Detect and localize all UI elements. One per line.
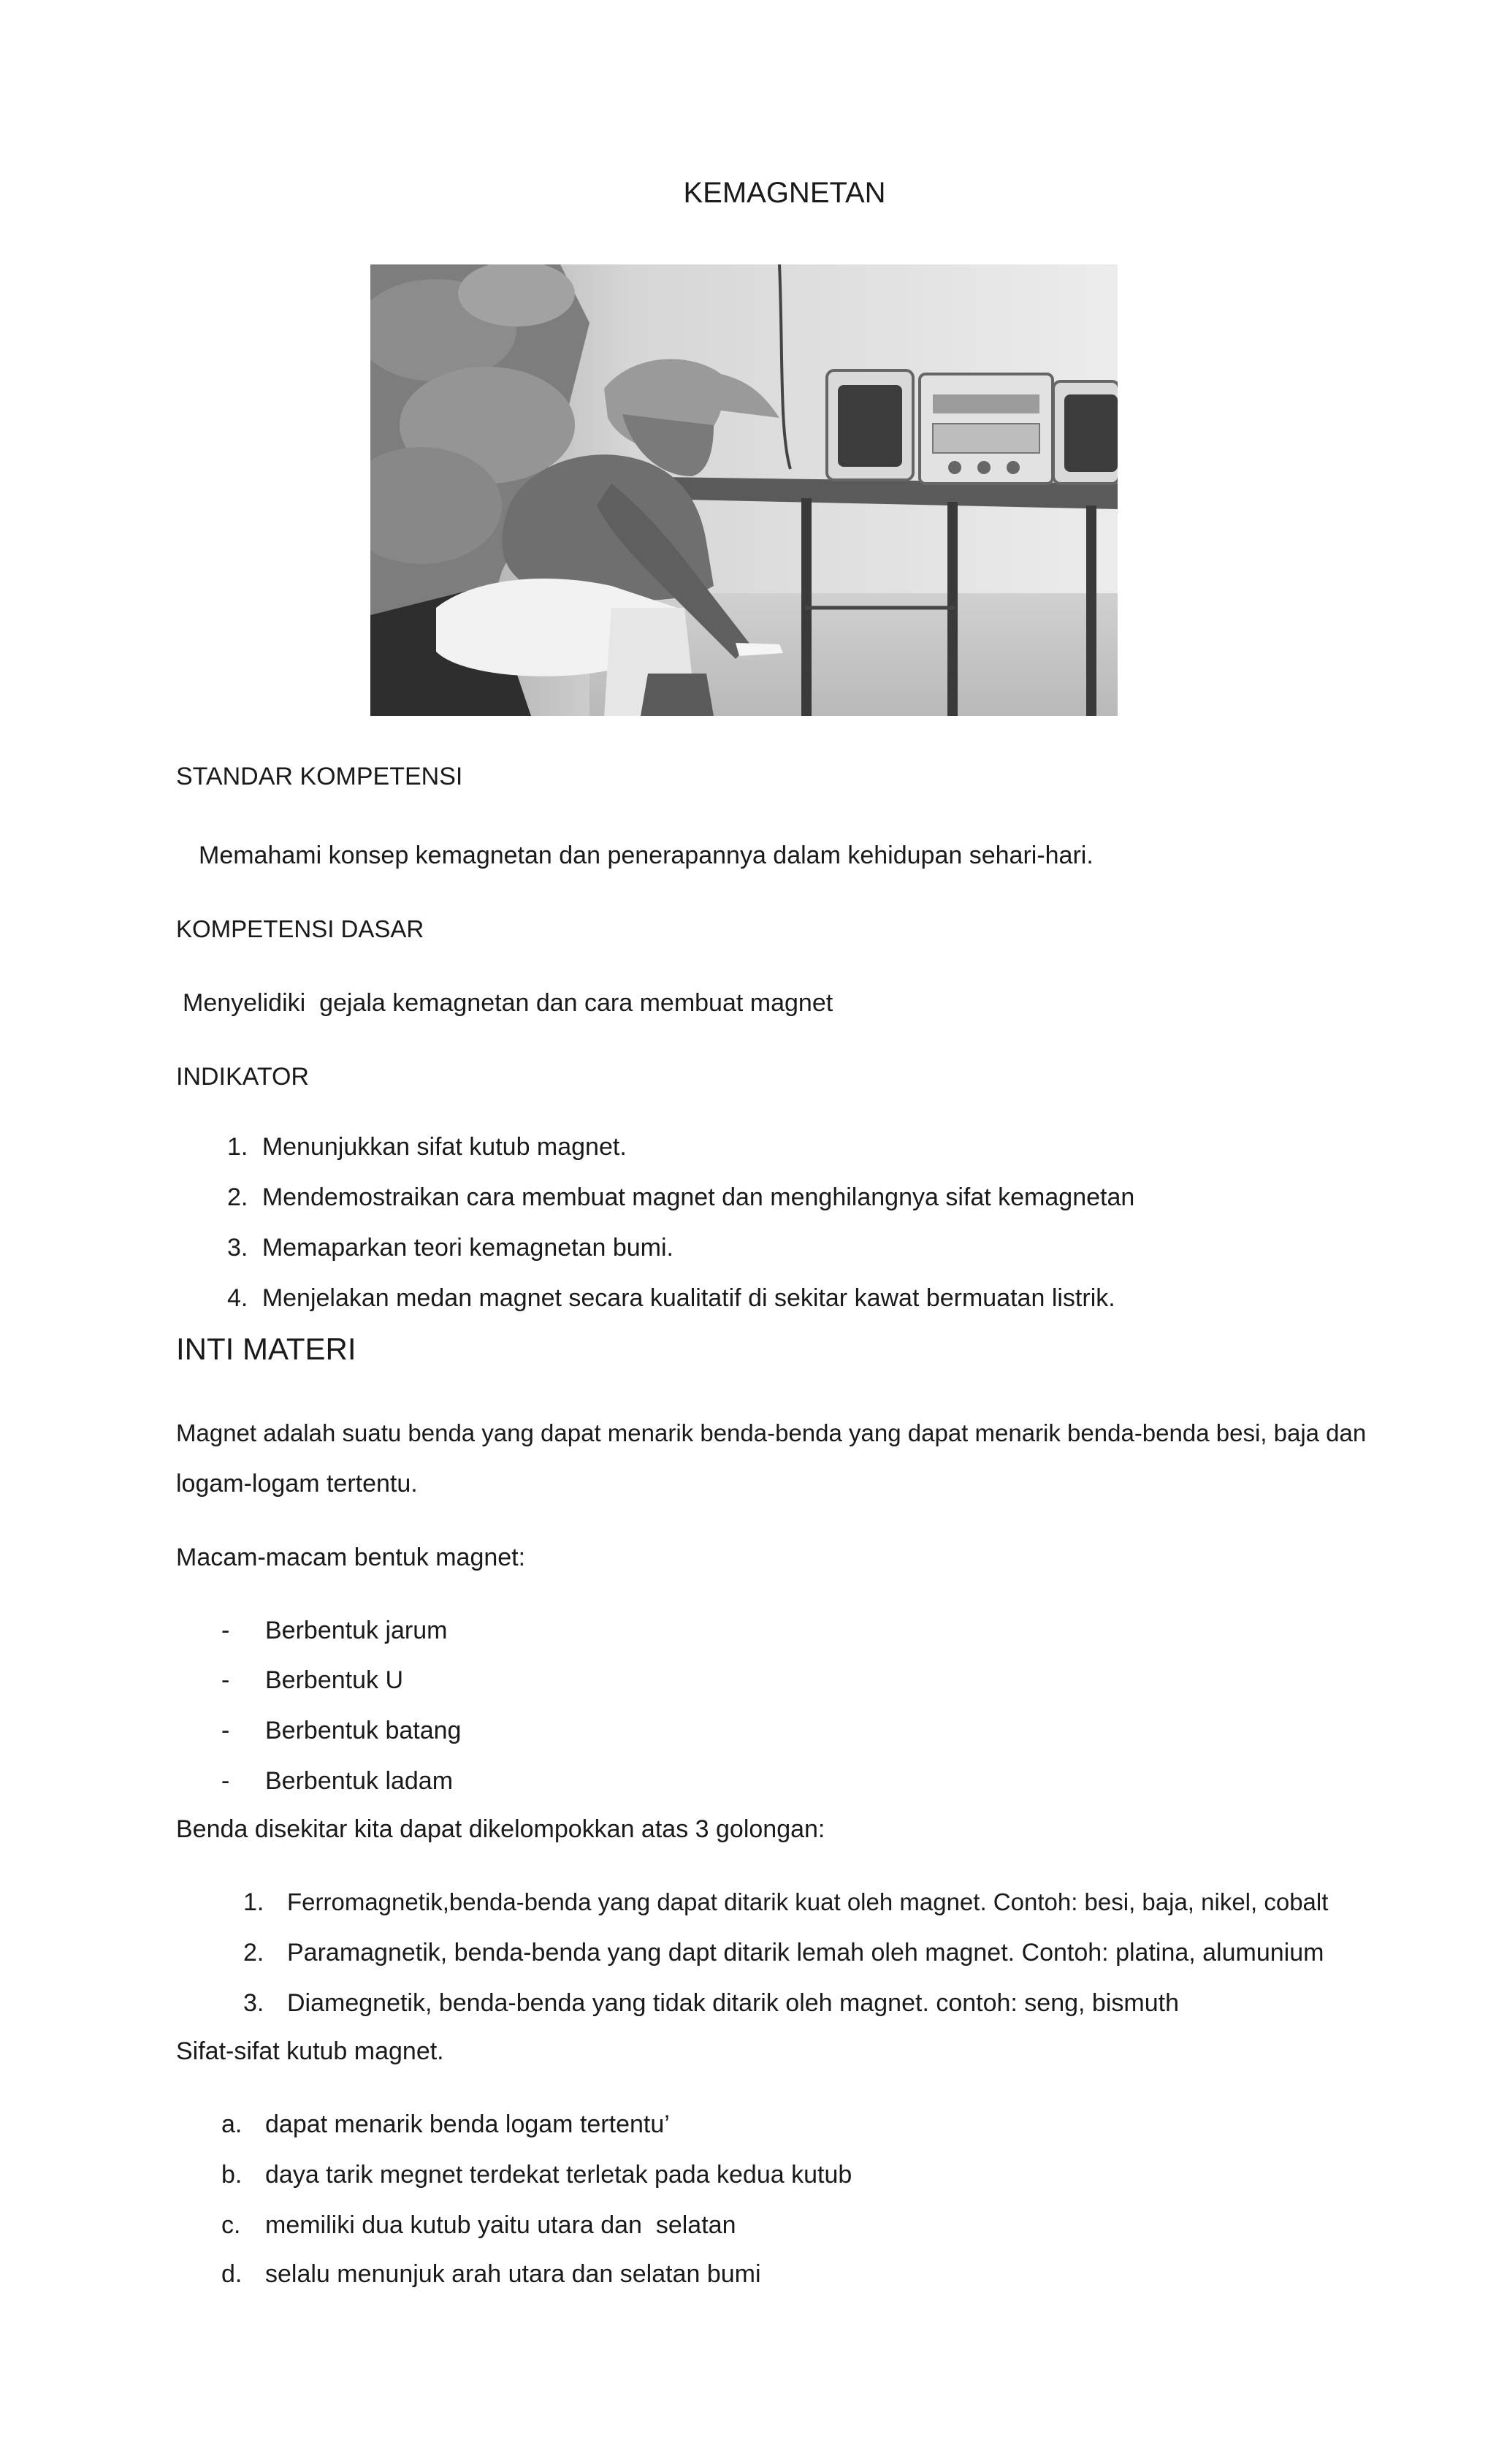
list-text: Berbentuk U: [265, 1666, 403, 1694]
document-title: KEMAGNETAN: [683, 177, 886, 209]
kompetensi-dasar-heading: KOMPETENSI DASAR: [176, 915, 424, 942]
person-at-table-with-radio-photo: [370, 264, 1118, 716]
golongan-heading: Benda disekitar kita dapat dikelompokkan atas 3 golongan:: [176, 1815, 825, 1843]
list-item: [227, 1233, 673, 1262]
list-marker: 3.: [227, 1234, 248, 1262]
list-text: Berbentuk ladam: [265, 1767, 454, 1795]
list-marker: -: [221, 1717, 230, 1744]
list-text: Berbentuk batang: [265, 1717, 462, 1744]
standar-kompetensi-heading: STANDAR KOMPETENSI: [176, 763, 463, 790]
inti-materi-heading: INTI MATERI: [176, 1332, 356, 1366]
indikator-heading: INDIKATOR: [176, 1063, 309, 1091]
list-text: memiliki dua kutub yaitu utara dan selatan: [265, 2211, 736, 2239]
list-text: Menjelakan medan magnet secara kualitatif di sekitar kawat bermuatan listrik.: [262, 1284, 1115, 1312]
list-text: Ferromagnetik,benda-benda yang dapat ditarik kuat oleh magnet. Contoh: besi, baja, nikel, cobalt: [287, 1888, 1329, 1915]
list-item: [227, 1183, 1134, 1212]
list-marker: d.: [221, 2260, 243, 2288]
list-marker: 3.: [243, 1989, 264, 2017]
list-text: Mendemostraikan cara membuat magnet dan menghilangnya sifat kemagnetan: [262, 1183, 1135, 1211]
photo-illustration: [370, 264, 1118, 716]
list-text: Berbentuk jarum: [265, 1617, 448, 1644]
list-item: [227, 1132, 627, 1162]
list-marker: 4.: [227, 1284, 248, 1312]
list-marker: -: [221, 1617, 230, 1644]
list-text: Menunjukkan sifat kutub magnet.: [262, 1133, 627, 1161]
kompetensi-dasar-text: Menyelidiki gejala kemagnetan dan cara membuat magnet: [183, 989, 833, 1017]
list-marker: 2.: [243, 1939, 264, 1967]
list-text: dapat menarik benda logam tertentu’: [265, 2110, 670, 2138]
list-text: Diamegnetik, benda-benda yang tidak ditarik oleh magnet. contoh: seng, bismuth: [287, 1989, 1179, 2017]
list-text: selalu menunjuk arah utara dan selatan bumi: [265, 2260, 761, 2288]
list-item: [227, 1284, 1115, 1313]
list-marker: c.: [221, 2211, 241, 2239]
bentuk-heading: Macam-macam bentuk magnet:: [176, 1544, 526, 1571]
list-marker: 1.: [243, 1888, 264, 1916]
list-marker: -: [221, 1767, 230, 1795]
definition-line-1: Magnet adalah suatu benda yang dapat menarik benda-benda yang dapat menarik benda-benda besi, baja dan: [176, 1419, 1367, 1446]
definition-line-2: logam-logam tertentu.: [176, 1470, 418, 1498]
list-marker: -: [221, 1666, 230, 1694]
list-text: daya tarik megnet terdekat terletak pada kedua kutub: [265, 2161, 852, 2189]
list-text: Paramagnetik, benda-benda yang dapt ditarik lemah oleh magnet. Contoh: platina, alumunium: [287, 1939, 1324, 1967]
list-marker: 2.: [227, 1183, 248, 1211]
list-text: Memaparkan teori kemagnetan bumi.: [262, 1234, 673, 1262]
list-marker: a.: [221, 2110, 243, 2138]
sifat-heading: Sifat-sifat kutub magnet.: [176, 2037, 444, 2065]
list-marker: 1.: [227, 1133, 248, 1161]
list-marker: b.: [221, 2161, 243, 2189]
standar-kompetensi-text: Memahami konsep kemagnetan dan penerapannya dalam kehidupan sehari-hari.: [199, 842, 1094, 869]
